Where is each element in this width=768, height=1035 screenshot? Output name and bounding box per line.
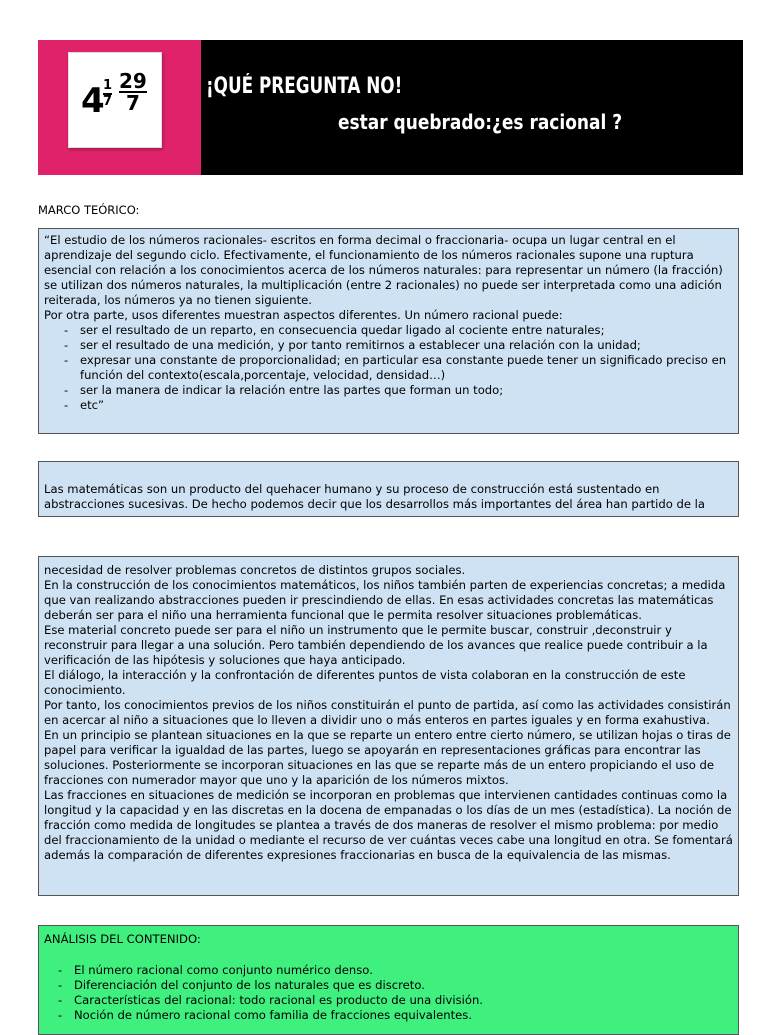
- logo-fraction-large: $\frac{29}{7}$: [119, 69, 147, 115]
- rational-uses-list: [44, 323, 733, 413]
- body-paragraph: En la construcción de los conocimientos matemáticos, los niños también parten de experiencias concretas; a medida que van realizando abstracciones pueden ir prescindiendo de ellas. En esas actividades concretas las matemáticas deberán ser para el niño una herramienta funcional que le permita resolver situaciones problemáticas.: [44, 578, 726, 622]
- list-item: - etc”: [64, 398, 733, 413]
- list-item: - ser la manera de indicar la relación entre las partes que forman un todo;: [64, 383, 733, 398]
- body-paragraph: En un principio se plantean situaciones en la que se reparte un entero entre cierto número, se utilizan hojas o tiras de papel para verificar la igualdad de las partes, luego se apoyarán en representaciones gráficas para encontrar las soluciones. Posteriormente se incorporan situaciones en las que se reparte más de un entero propiciando el uso de fracciones con numerador mayor que uno y la aparición de los números mixtos.: [44, 728, 731, 787]
- theory-quote-box: [38, 228, 739, 434]
- body-paragraph: Ese material concreto puede ser para el niño un instrumento que le permite buscar, construir ,deconstruir y reconstruir para llegar a una solución. Pero también dependiendo de los avances que realice puede contribuir a la verificación de las hipótesis y soluciones que haya anticipado.: [44, 623, 708, 667]
- list-item: - ser el resultado de una medición, y por tanto remitirnos a establecer una relación con la unidad;: [64, 338, 733, 353]
- content-analysis-box: [38, 925, 739, 1035]
- body-paragraph: Las fracciones en situaciones de medición se incorporan en problemas que intervienen cantidades continuas como la longitud y la capacidad y en las discretas en la docena de empanadas o los días de un mes (estadística). La noción de fracción como medida de longitudes se plantea a través de dos maneras de resolver el mismo problema: por medio del fraccionamiento de la unidad o mediante el recurso de ver cuántas veces cabe una longitud en otra. Se fomentará además la comparación de diferentes expresiones fraccionarias en busca de la equivalencia de las mismas.: [44, 788, 733, 862]
- analysis-title: ANÁLISIS DEL CONTENIDO:: [44, 932, 201, 946]
- list-item: - Noción de número racional como familia de fracciones equivalentes.: [58, 1008, 733, 1023]
- intro-text-box: [38, 461, 739, 517]
- list-item: - El número racional como conjunto numérico denso.: [58, 963, 733, 978]
- logo-whole-number: 4: [81, 81, 105, 121]
- logo-fraction-small: $\frac{1}{7}$: [103, 78, 113, 109]
- section-heading-marco-teorico: MARCO TEÓRICO:: [38, 203, 140, 217]
- body-paragraph: Por tanto, los conocimientos previos de los niños constituirán el punto de partida, así como las actividades consistirán en acercar al niño a situaciones que lo lleven a dividir uno o más enteros en partes iguales y en forma exahustiva.: [44, 698, 731, 727]
- header-banner: [38, 40, 743, 175]
- list-item: - Características del racional: todo racional es producto de una división.: [58, 993, 733, 1008]
- page-title: ¡QUÉ PREGUNTA NO!: [206, 74, 403, 99]
- analysis-list: [44, 963, 733, 1023]
- quote-paragraph: Por otra parte, usos diferentes muestran aspectos diferentes. Un número racional puede:: [44, 308, 563, 322]
- list-item: - Diferenciación del conjunto de los naturales que es discreto.: [58, 978, 733, 993]
- fraction-logo-image: [68, 52, 162, 148]
- quote-paragraph: “El estudio de los números racionales- escritos en forma decimal o fraccionaria- ocupa un lugar central en el aprendizaje del segundo ciclo. Efectivamente, el funcionamiento de los números racionales supone una ruptura esencial con relación a los conocimientos acerca de los números naturales: para representar un número (la fracción) se utilizan dos números naturales, la multiplicación (entre 2 racionales) no puede ser interpretada como una adición reiterada, los números ya no tienen siguiente.: [44, 233, 723, 307]
- body-paragraph: necesidad de resolver problemas concretos de distintos grupos sociales.: [44, 563, 466, 577]
- header-pink-panel: [38, 40, 201, 175]
- intro-paragraph: Las matemáticas son un producto del quehacer humano y su proceso de construcción está sustentado en abstracciones sucesivas. De hecho podemos decir que los desarrollos más importantes del área han partido de la: [44, 482, 706, 511]
- list-item: - expresar una constante de proporcionalidad; en particular esa constante puede tener un significado preciso en función del contexto(escala,porcentaje, velocidad, densidad…): [64, 353, 733, 383]
- list-item: - ser el resultado de un reparto, en consecuencia quedar ligado al cociente entre naturales;: [64, 323, 733, 338]
- page-subtitle: estar quebrado:¿es racional ?: [338, 110, 623, 134]
- body-paragraph: El diálogo, la interacción y la confrontación de diferentes puntos de vista colaboran en la construcción de este conocimiento.: [44, 668, 686, 697]
- development-text-box: [38, 556, 739, 896]
